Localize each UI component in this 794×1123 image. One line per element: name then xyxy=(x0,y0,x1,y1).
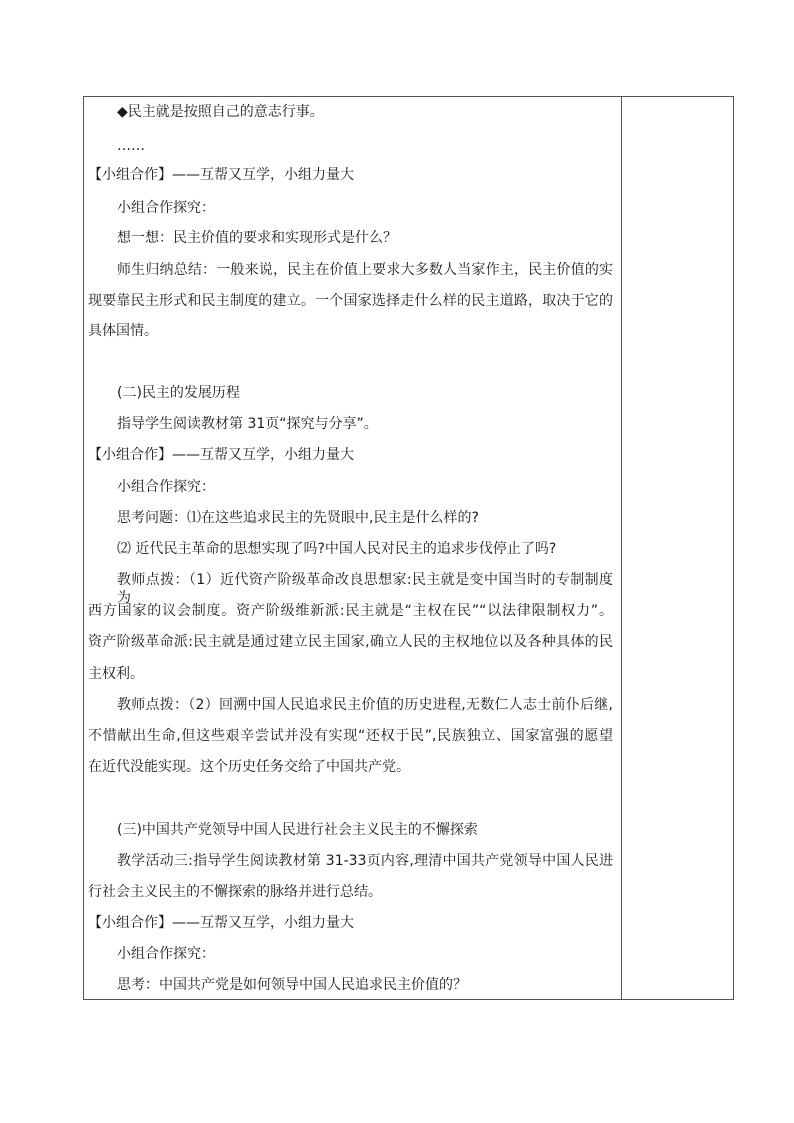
section-heading: (二)民主的发展历程 xyxy=(117,385,240,401)
text-line: 小组合作探究： xyxy=(117,946,215,962)
text-line: 小组合作探究： xyxy=(117,479,215,495)
text-line: 教学活动三:指导学生阅读教材第 31-33页内容,理清中国共产党领导中国人民进 xyxy=(117,853,613,869)
text-line: 思考：中国共产党是如何领导中国人民追求民主价值的？ xyxy=(117,977,467,993)
section-heading: 【小组合作】——互帮又互学，小组力量大 xyxy=(88,167,354,183)
section-heading: (三)中国共产党领导中国人民进行社会主义民主的不懈探索 xyxy=(117,822,478,838)
text-line: 现要靠民主形式和民主制度的建立。一个国家选择走什么样的民主道路，取决于它的 xyxy=(88,293,613,309)
text-line: 教师点拨：（2）回溯中国人民追求民主价值的历史进程,无数仁人志士前仆后继, xyxy=(117,697,613,713)
text-line: 师生归纳总结：一般来说，民主在价值上要求大多数人当家作主，民主价值的实 xyxy=(117,262,613,278)
text-line: 具体国情。 xyxy=(88,323,158,339)
text-line: 教师点拨：（1）近代资产阶级革命改良思想家:民主就是变中国当时的专制制度为 xyxy=(117,572,613,606)
text-line: ⑵ 近代民主革命的思想实现了吗?中国人民对民主的追求步伐停止了吗? xyxy=(117,541,557,557)
table-column-divider xyxy=(621,96,622,1000)
text-line: 不惜献出生命,但这些艰辛尝试并没有实现“还权于民”,民族独立、国家富强的愿望 xyxy=(88,728,613,744)
text-line: 资产阶级革命派:民主就是通过建立民主国家,确立人民的主权地位以及各种具体的民 xyxy=(88,634,613,650)
text-line: 西方国家的议会制度。资产阶级维新派:民主就是“主权在民”“以法律限制权力”。 xyxy=(88,603,613,619)
text-line: 在近代没能实现。这个历史任务交给了中国共产党。 xyxy=(88,759,410,775)
text-line: 主权利。 xyxy=(88,666,144,682)
text-line: 想一想：民主价值的要求和实现形式是什么？ xyxy=(117,230,397,246)
text-line: ◆民主就是按照自己的意志行事。 xyxy=(117,104,324,120)
text-line: 小组合作探究： xyxy=(117,200,215,216)
text-line: 指导学生阅读教材第 31页“探究与分享”。 xyxy=(117,416,378,432)
section-heading: 【小组合作】——互帮又互学，小组力量大 xyxy=(88,447,354,463)
text-line: …… xyxy=(117,138,145,154)
section-heading: 【小组合作】——互帮又互学，小组力量大 xyxy=(88,915,354,931)
text-line: 思考问题：⑴在这些追求民主的先贤眼中,民主是什么样的? xyxy=(117,510,479,526)
text-line: 行社会主义民主的不懈探索的脉络并进行总结。 xyxy=(88,884,382,900)
